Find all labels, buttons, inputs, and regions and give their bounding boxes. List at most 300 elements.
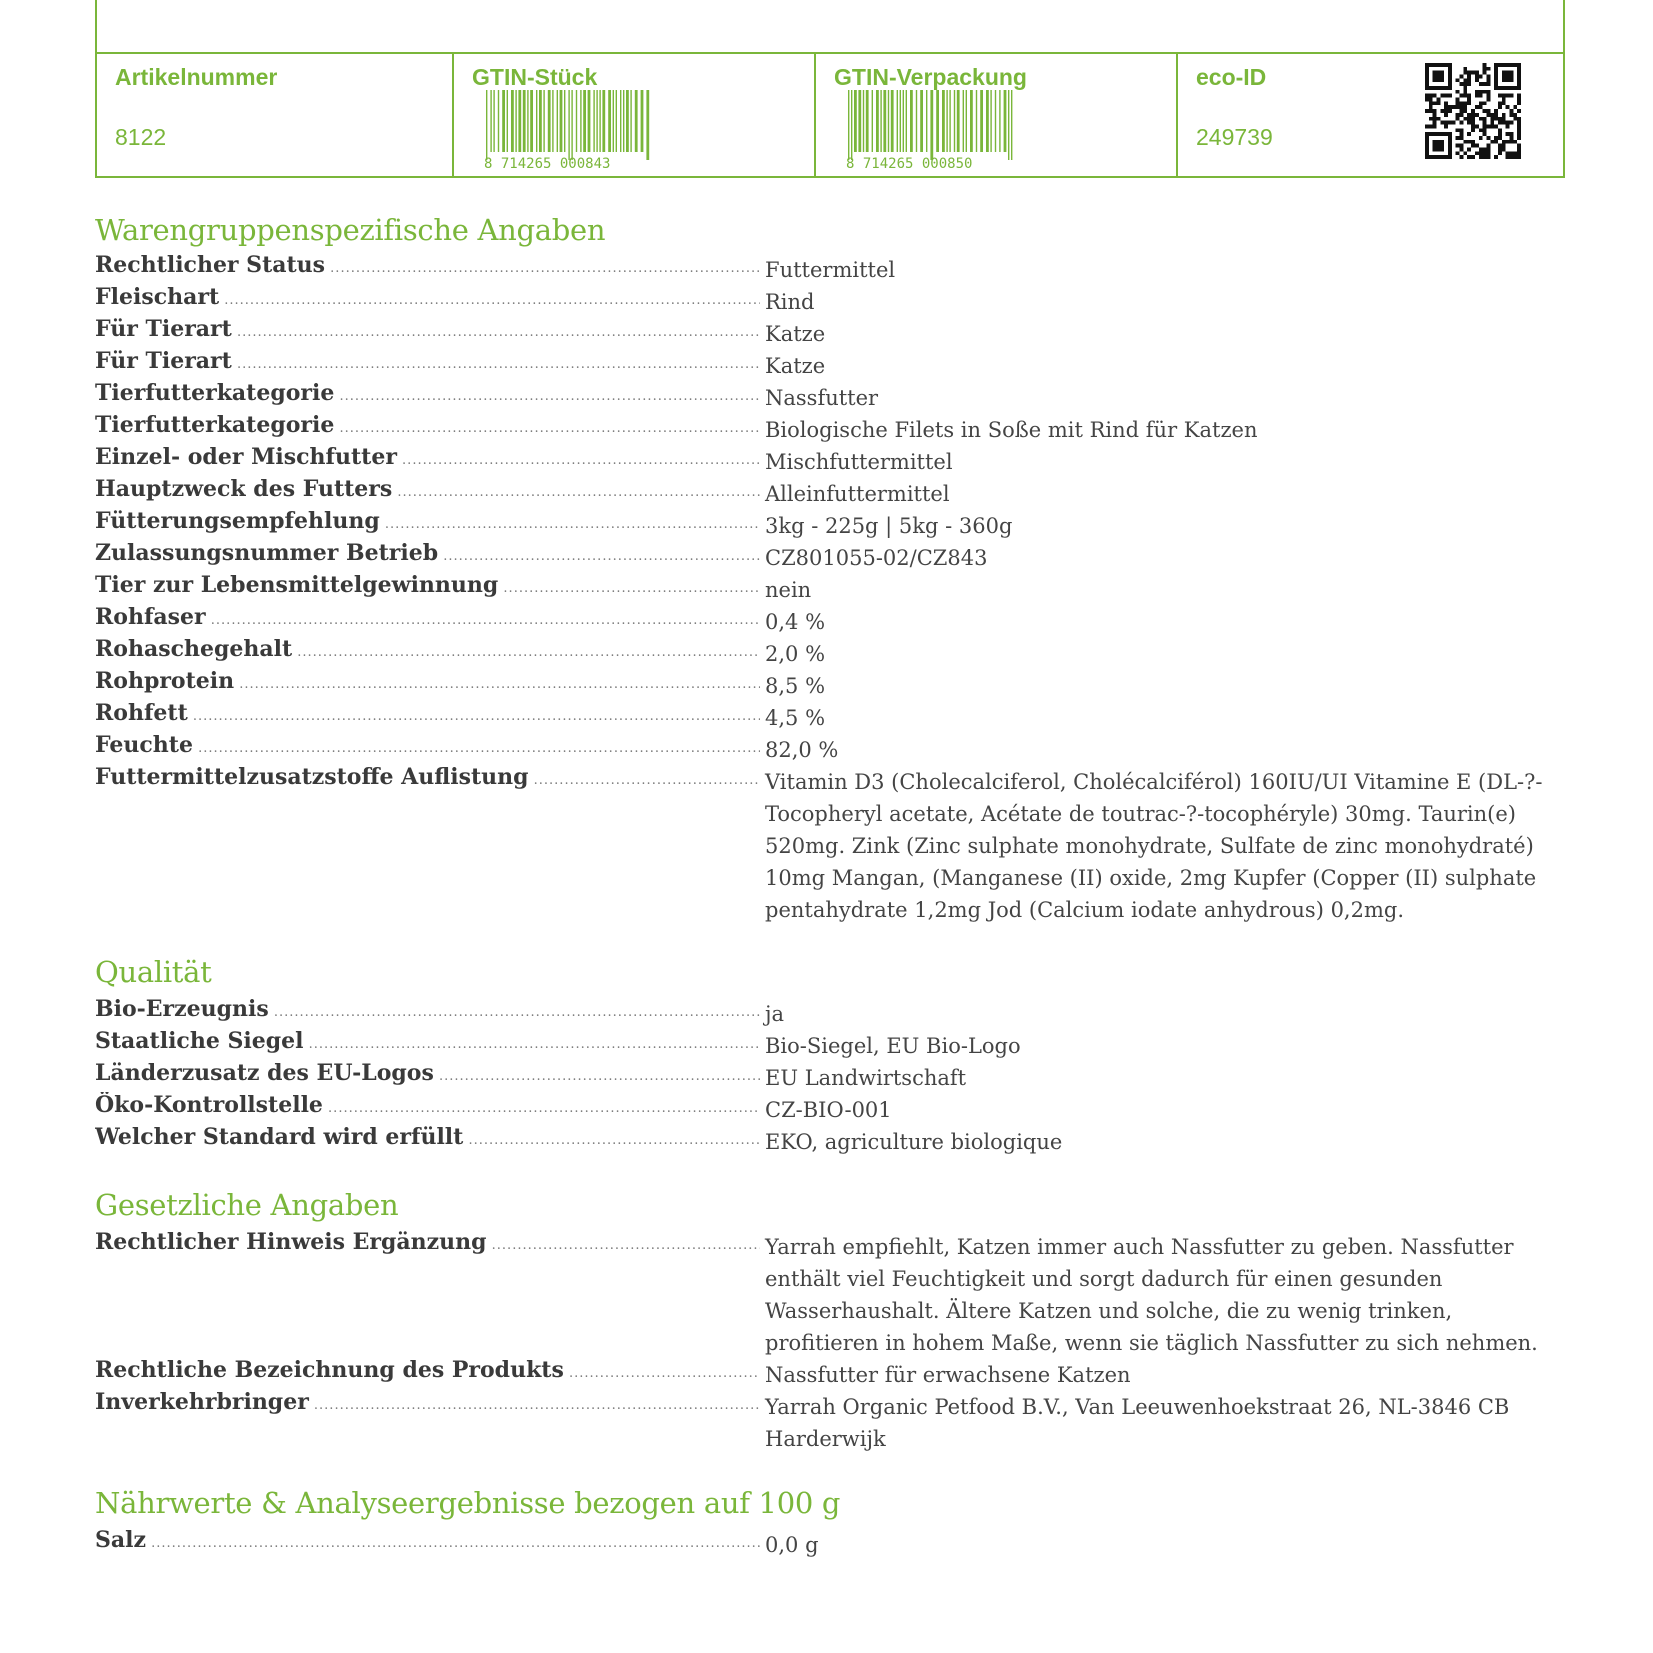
barcode-bar (888, 90, 889, 152)
data-row (95, 476, 1565, 508)
row-value: 3kg - 225g | 5kg - 360g (765, 514, 1013, 538)
barcode-bar (957, 90, 960, 152)
row-value: 0,4 % (765, 610, 826, 634)
barcode-bar (580, 90, 581, 152)
gtin-stueck-cell (454, 54, 814, 176)
qr-module (1433, 124, 1437, 128)
qr-module (1483, 109, 1487, 113)
qr-module (1506, 155, 1510, 159)
qr-module (1433, 117, 1437, 121)
barcode-bar (599, 90, 600, 152)
qr-module (1490, 117, 1494, 121)
barcode-bar (511, 90, 514, 152)
data-row (95, 508, 1565, 540)
qr-module (1456, 151, 1460, 155)
qr-module (1483, 90, 1487, 94)
qr-module (1509, 132, 1513, 136)
qr-module (1517, 101, 1521, 105)
barcode-bar (620, 90, 621, 152)
qr-module (1475, 151, 1479, 155)
data-row (95, 252, 1565, 284)
row-value: Nassfutter für erwachsene Katzen (765, 1363, 1131, 1387)
qr-module (1479, 128, 1483, 132)
qr-module (1425, 109, 1429, 113)
row-value: Biologische Filets in Soße mit Rind für Katzen (765, 418, 1258, 442)
qr-module (1502, 98, 1506, 102)
data-row (95, 1527, 1565, 1559)
barcode-bar (920, 90, 923, 152)
row-value: Yarrah empfiehlt, Katzen immer auch Nassfutter zu geben. Nassfutter enthält viel Feuchtigkeit und sorgt dadurch für einen gesunden Wasserhaushalt. Ältere Katzen und solche, die zu wenig trinken, profitieren in hohem Maße, wenn sie täglich Nassfutter zu sich nehmen. (765, 1235, 1538, 1355)
qr-module (1463, 117, 1467, 121)
qr-module (1440, 109, 1444, 113)
identification-box (95, 0, 1565, 178)
qr-module (1440, 121, 1444, 125)
row-label: Bio-Erzeugnis ..... (95, 996, 760, 1026)
artikelnummer-label: Artikelnummer (115, 64, 278, 90)
section-title-gesetzlich: Gesetzliche Angaben (95, 1188, 399, 1222)
qr-code (1425, 63, 1521, 159)
row-label: Rohfett ..... (95, 700, 760, 730)
qr-module (1433, 94, 1437, 98)
row-value: Katze (765, 322, 826, 346)
qr-module (1460, 82, 1464, 86)
qr-module (1463, 71, 1467, 75)
row-label: Futtermittelzusatzstoffe Auflistung ..... (95, 764, 760, 794)
row-value: Alleinfuttermittel (765, 482, 950, 506)
row-value: EKO, agriculture biologique (765, 1130, 1063, 1154)
qr-module (1475, 75, 1479, 79)
qr-module (1444, 101, 1448, 105)
qr-module (1471, 121, 1475, 125)
qr-module (1444, 113, 1448, 117)
row-label: Rechtlicher Status ..... (95, 252, 760, 282)
qr-module (1502, 113, 1506, 117)
row-label: Staatliche Siegel ..... (95, 1028, 760, 1058)
qr-module (1433, 101, 1437, 105)
barcode-bar (906, 90, 907, 152)
qr-module (1444, 109, 1448, 113)
qr-module (1517, 98, 1521, 102)
barcode-bar (854, 90, 857, 152)
qr-module (1467, 113, 1471, 117)
qr-module (1498, 128, 1502, 132)
qr-module (1509, 136, 1513, 140)
qr-module (1517, 94, 1521, 98)
row-value: 8,5 % (765, 674, 826, 698)
barcode-bar (858, 90, 861, 152)
barcode-bar (1011, 90, 1012, 160)
qr-module (1479, 117, 1483, 121)
eco-id-label: eco-ID (1196, 64, 1267, 90)
qr-module (1437, 98, 1441, 102)
barcode-bar (966, 90, 967, 152)
qr-module (1475, 90, 1479, 94)
barcode-bar (502, 90, 505, 152)
barcode-bar (613, 90, 614, 152)
barcode-bar (588, 90, 591, 152)
qr-module (1494, 140, 1498, 144)
qr-module (1460, 75, 1464, 79)
qr-module (1483, 71, 1487, 75)
qr-module (1506, 121, 1510, 125)
qr-module (1437, 117, 1441, 121)
row-value: Katze (765, 354, 826, 378)
gtin-verpackung-cell (816, 54, 1176, 176)
qr-module (1460, 113, 1464, 117)
data-row (95, 540, 1565, 572)
barcode-bar (980, 90, 983, 152)
qr-module (1486, 75, 1490, 79)
qr-module (1467, 140, 1471, 144)
qr-module (1479, 90, 1483, 94)
qr-module (1475, 105, 1479, 109)
row-label: Länderzusatz des EU-Logos ..... (95, 1060, 760, 1090)
barcode-bar (490, 90, 491, 152)
qr-module (1483, 124, 1487, 128)
barcode-bar (552, 90, 553, 152)
qr-module (1425, 98, 1429, 102)
data-row (95, 444, 1565, 476)
data-row (95, 380, 1565, 412)
data-row (95, 700, 1565, 732)
qr-module (1498, 121, 1502, 125)
qr-module (1506, 94, 1510, 98)
qr-module (1463, 94, 1467, 98)
qr-module (1463, 86, 1467, 90)
qr-module (1463, 109, 1467, 113)
qr-module (1517, 109, 1521, 113)
qr-module (1513, 117, 1517, 121)
qr-module (1467, 78, 1471, 82)
qr-module (1463, 105, 1467, 109)
qr-module (1433, 109, 1437, 113)
row-value: Vitamin D3 (Cholecalciferol, Cholécalciférol) 160IU/UI Vitamine E (DL-?-Tocopheryl acetate, Acétate de toutrac-?-tocophéryle) 30mg. Taurin(e) 520mg. Zink (Zinc sulphate monohydrate, Sulfate de zinc monohydraté) 10mg Mangan, (Manganese (II) oxide, 2mg Kupfer (Copper (II) sulphate pentahydrate 1,2mg Jod (Calcium iodate anhydrous) 0,2mg. (765, 770, 1543, 922)
barcode-bar (936, 90, 939, 152)
qr-module (1456, 98, 1460, 102)
qr-module (1467, 82, 1471, 86)
qr-module (1483, 63, 1487, 67)
qr-module (1471, 109, 1475, 113)
row-label: Für Tierart ..... (95, 316, 760, 346)
qr-module (1444, 94, 1448, 98)
row-value: EU Landwirtschaft (765, 1066, 967, 1090)
qr-module (1513, 105, 1517, 109)
qr-module (1502, 117, 1506, 121)
barcode-bar (630, 90, 631, 152)
qr-module (1433, 140, 1445, 152)
qr-module (1494, 113, 1498, 117)
qr-module (1471, 117, 1475, 121)
qr-module (1467, 71, 1471, 75)
qr-module (1467, 101, 1471, 105)
data-row (95, 1389, 1565, 1451)
barcode-bar (851, 90, 852, 160)
row-label: Rechtlicher Hinweis Ergänzung ..... (95, 1229, 760, 1259)
qr-module (1490, 121, 1494, 125)
qr-module (1486, 147, 1490, 151)
qr-module (1479, 136, 1483, 140)
row-value: Yarrah Organic Petfood B.V., Van Leeuwenhoekstraat 26, NL-3846 CB Harderwijk (765, 1395, 1510, 1451)
data-row (95, 764, 1565, 922)
artikelnummer-cell (97, 54, 452, 176)
barcode-bar (995, 90, 996, 152)
qr-module (1486, 67, 1490, 71)
barcode-bar (963, 90, 964, 152)
barcode-bar (518, 90, 521, 152)
qr-module (1467, 155, 1471, 159)
qr-module (1479, 75, 1483, 79)
barcode-bar (916, 90, 917, 152)
qr-module (1494, 117, 1498, 121)
qr-module (1502, 144, 1506, 148)
qr-module (1433, 113, 1437, 117)
qr-module (1433, 71, 1445, 83)
barcode-bar (903, 90, 904, 152)
qr-module (1467, 121, 1471, 125)
barcode-bar (863, 90, 864, 152)
qr-module (1490, 113, 1494, 117)
qr-module (1456, 144, 1460, 148)
barcode-bar (897, 90, 898, 152)
qr-module (1467, 117, 1471, 121)
barcode-bar (999, 90, 1000, 152)
qr-module (1494, 136, 1498, 140)
row-label: Tierfutterkategorie ..... (95, 412, 760, 442)
barcode-bar (539, 90, 542, 152)
qr-module (1483, 117, 1487, 121)
qr-module (1486, 155, 1490, 159)
qr-module (1517, 151, 1521, 155)
qr-module (1463, 140, 1467, 144)
qr-module (1506, 105, 1510, 109)
data-row (95, 732, 1565, 764)
qr-module (1456, 136, 1460, 140)
qr-module (1479, 101, 1483, 105)
barcode-bar (486, 90, 487, 160)
qr-module (1471, 71, 1475, 75)
qr-module (1494, 155, 1498, 159)
qr-module (1448, 121, 1452, 125)
barcode-bar (883, 90, 886, 152)
qr-module (1509, 94, 1513, 98)
qr-module (1486, 113, 1490, 117)
qr-module (1460, 136, 1464, 140)
qr-module (1475, 144, 1479, 148)
row-value: 0,0 g (765, 1533, 819, 1557)
barcode-bar (527, 90, 528, 152)
barcode-bar (626, 90, 629, 152)
barcode-bar (608, 90, 611, 152)
barcode-bar (536, 90, 537, 152)
artikelnummer-value: 8122 (115, 124, 167, 150)
qr-module (1509, 155, 1513, 159)
qr-module (1517, 144, 1521, 148)
qr-module (1509, 151, 1513, 155)
qr-module (1517, 147, 1521, 151)
barcode-bar (557, 90, 558, 152)
row-label: Rohaschegehalt ..... (95, 636, 760, 666)
row-label: Fleischart ..... (95, 284, 760, 314)
qr-module (1483, 128, 1487, 132)
data-row (95, 668, 1565, 700)
qr-module (1467, 94, 1471, 98)
barcode-bar (576, 90, 577, 152)
qr-module (1429, 94, 1433, 98)
qr-module (1475, 78, 1479, 82)
row-label: Salz ..... (95, 1527, 760, 1557)
barcode-bar (543, 90, 544, 152)
qr-module (1498, 151, 1502, 155)
barcode-bar (1008, 90, 1009, 160)
qr-module (1498, 136, 1502, 140)
qr-module (1498, 117, 1502, 121)
qr-module (1471, 155, 1475, 159)
qr-module (1517, 117, 1521, 121)
row-label: Hauptzweck des Futters ..... (95, 476, 760, 506)
qr-module (1429, 101, 1433, 105)
qr-module (1471, 140, 1475, 144)
row-value: nein (765, 578, 812, 602)
data-row (95, 284, 1565, 316)
row-label: Tier zur Lebensmittelgewinnung ..... (95, 572, 760, 602)
barcode-bar (986, 90, 989, 152)
qr-module (1517, 124, 1521, 128)
qr-module (1456, 117, 1460, 121)
qr-module (1460, 128, 1464, 132)
qr-module (1429, 98, 1433, 102)
row-value: CZ-BIO-001 (765, 1098, 892, 1122)
qr-module (1509, 140, 1513, 144)
row-value: 4,5 % (765, 706, 826, 730)
qr-module (1483, 101, 1487, 105)
qr-module (1471, 113, 1475, 117)
barcode-bar (848, 90, 849, 160)
qr-module (1502, 101, 1506, 105)
qr-module (1456, 78, 1460, 82)
qr-module (1479, 82, 1483, 86)
row-value: ja (765, 1002, 785, 1026)
qr-module (1502, 94, 1506, 98)
qr-module (1456, 101, 1460, 105)
row-label: Fütterungsempfehlung ..... (95, 508, 760, 538)
qr-module (1425, 124, 1429, 128)
qr-module (1506, 124, 1510, 128)
gtin-stueck-barcode (482, 90, 662, 170)
eco-id-value: 249739 (1196, 124, 1273, 150)
qr-module (1433, 121, 1437, 125)
qr-module (1467, 147, 1471, 151)
qr-module (1437, 101, 1441, 105)
barcode-bar (596, 90, 597, 152)
qr-module (1460, 155, 1464, 159)
qr-module (1440, 94, 1444, 98)
row-value: Rind (765, 290, 815, 314)
data-row (95, 316, 1565, 348)
qr-module (1498, 144, 1502, 148)
qr-module (1517, 136, 1521, 140)
qr-module (1475, 113, 1479, 117)
qr-module (1456, 113, 1460, 117)
qr-module (1494, 109, 1498, 113)
qr-module (1506, 140, 1510, 144)
qr-module (1429, 109, 1433, 113)
barcode-bar (523, 90, 526, 152)
row-value: Futtermittel (765, 258, 896, 282)
barcode-bar (876, 90, 879, 152)
barcode-bar (583, 90, 586, 152)
data-row (95, 604, 1565, 636)
data-row (95, 1092, 1565, 1124)
row-label: Für Tierart ..... (95, 348, 760, 378)
qr-module (1460, 121, 1464, 125)
qr-module (1483, 151, 1487, 155)
barcode-bar (900, 90, 901, 152)
qr-module (1486, 109, 1490, 113)
barcode-bar (926, 90, 927, 152)
qr-module (1463, 82, 1467, 86)
qr-module (1456, 90, 1460, 94)
qr-module (1513, 140, 1517, 144)
qr-module (1486, 98, 1490, 102)
section-title-warengruppe: Warengruppenspezifische Angaben (95, 213, 606, 247)
qr-module (1463, 90, 1467, 94)
qr-module (1460, 109, 1464, 113)
row-label: Zulassungsnummer Betrieb ..... (95, 540, 760, 570)
qr-module (1494, 124, 1498, 128)
qr-module (1429, 124, 1433, 128)
qr-module (1486, 144, 1490, 148)
qr-module (1475, 94, 1479, 98)
qr-module (1448, 109, 1452, 113)
gtin-verpackung-number: 8 714265 000850 (846, 156, 973, 170)
row-label: Tierfutterkategorie ..... (95, 380, 760, 410)
row-label: Rohprotein ..... (95, 668, 760, 698)
data-row (95, 1357, 1565, 1389)
qr-module (1425, 94, 1429, 98)
barcode-bar (602, 90, 605, 152)
qr-module (1517, 128, 1521, 132)
qr-module (1448, 94, 1452, 98)
section-title-naehrwerte: Nährwerte & Analyseergebnisse bezogen auf 100 g (95, 1486, 841, 1520)
qr-module (1506, 132, 1510, 136)
qr-module (1498, 101, 1502, 105)
barcode-bar (646, 90, 649, 160)
row-label: Rohfaser ..... (95, 604, 760, 634)
qr-module (1475, 124, 1479, 128)
data-row (95, 636, 1565, 668)
qr-module (1490, 124, 1494, 128)
qr-module (1502, 140, 1506, 144)
qr-module (1456, 105, 1460, 109)
qr-module (1483, 82, 1487, 86)
row-label: Inverkehrbringer ..... (95, 1389, 760, 1419)
qr-module (1502, 147, 1506, 151)
barcode-bar (548, 90, 551, 152)
qr-module (1486, 90, 1490, 94)
qr-module (1467, 98, 1471, 102)
qr-module (1460, 101, 1464, 105)
barcode-bar (568, 90, 569, 160)
barcode-bar (571, 90, 572, 160)
qr-module (1509, 113, 1513, 117)
data-row (95, 1124, 1565, 1156)
barcode-bar (530, 90, 533, 152)
qr-module (1513, 151, 1517, 155)
barcode-bar (872, 90, 873, 152)
qr-module (1460, 105, 1464, 109)
qr-module (1460, 132, 1464, 136)
data-row (95, 572, 1565, 604)
